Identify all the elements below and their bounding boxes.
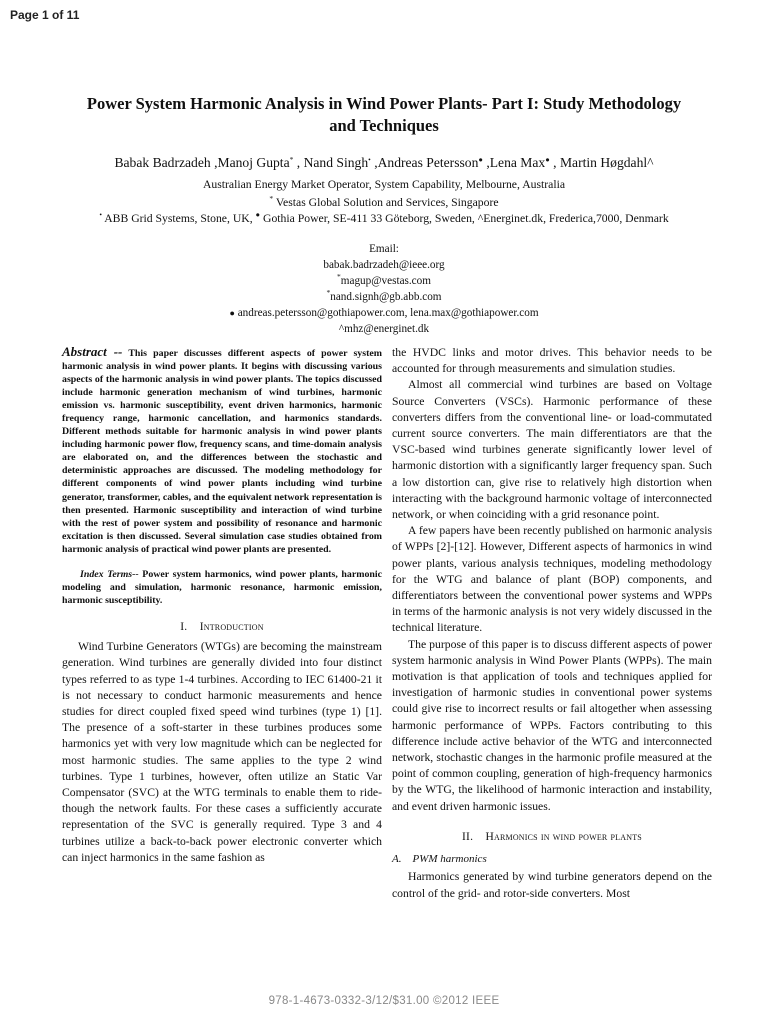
- section-number: I.: [180, 620, 188, 633]
- author-name: Babak Badrzadeh: [114, 155, 215, 170]
- email-text: magup@vestas.com: [340, 275, 431, 287]
- affiliation-mark: *: [289, 155, 294, 164]
- title-line-2: and Techniques: [329, 116, 439, 135]
- author-name: ,Andreas Petersson: [374, 155, 479, 170]
- affiliation-mark: ●: [545, 155, 550, 164]
- affiliation-mark: •: [99, 210, 102, 219]
- subsection-number: A.: [392, 853, 402, 866]
- author-name: , Martin Høgdahl^: [553, 155, 654, 170]
- affiliation-aemo: Australian Energy Market Operator, System Capability, Melbourne, Australia: [202, 178, 566, 191]
- paragraph: Harmonics generated by wind turbine generators depend on the control of the grid- and rotor-side converters. Most: [392, 870, 712, 900]
- section-heading-harmonics: [392, 829, 712, 845]
- index-terms-text: Power system harmonics, wind power plants, harmonic modeling and simulation, harmonic resonance, harmonic emission, harmonic susceptibility.: [62, 568, 383, 606]
- affiliation-mark: *: [337, 272, 341, 281]
- subsection-title: PWM harmonics: [412, 853, 487, 866]
- affiliation-mark: ●: [255, 210, 261, 219]
- index-terms-label: Index Terms--: [80, 568, 139, 580]
- email-address: [100, 305, 668, 321]
- email-label: Email:: [369, 243, 399, 255]
- email-address: [100, 289, 668, 305]
- paragraph: Almost all commercial wind turbines are based on Voltage Source Converters (VSCs). Harmonic performance of these converters differs from the conventional line- or load-commutated current source converters. The main differentiators are that the VSC-based wind turbines generate significantly lower level of harmonic distortion with a significantly larger frequency span. Such a low distortion can, give rise to relatively high distortion when interacting with the background harmonic voltage of interconnected network, or when coinciding with a grid resonance point.: [392, 378, 712, 522]
- email-address: [100, 273, 668, 289]
- right-column: [392, 345, 712, 902]
- affiliation-mark: ●: [478, 155, 483, 164]
- affiliation-text: Vestas Global Solution and Services, Singapore: [273, 196, 499, 209]
- email-block: [100, 241, 668, 337]
- left-column: [62, 345, 382, 866]
- paper-title: [40, 93, 728, 137]
- index-terms: [62, 568, 382, 607]
- paragraph: Wind Turbine Generators (WTGs) are becoming the mainstream generation. Wind turbines are generally divided into four distinct types referred to as type 1-4 turbines. According to IEC 61400-21 it is not necessary to conduct harmonic measurements and hence studies for direct coupled fixed speed wind turbines (type 1) [1]. The presence of a soft-starter in these turbines produces some harmonics yet with very low magnitude which can be neglected for most harmonic studies. The same applies to the type 2 wind turbines. Type 1 turbines, however, often utilize an Static Var Compensator (SVC) at the WTG terminals to enable them to ride-though the network faults. For these cases a sufficiently accurate representation of the SVC is generally required. Type 3 and 4 turbines utilize a back-to-back power electronic converter which can inject harmonics in the same fashion as: [62, 640, 382, 864]
- author-name: ,Manoj Gupta: [214, 155, 290, 170]
- affiliation-mark: *: [269, 194, 274, 203]
- abstract-label: Abstract --: [62, 344, 123, 359]
- abstract-text: This paper discusses different aspects of power system harmonic analysis in wind power plants. It begins with discussing various aspects of the harmonic analysis in wind power plants. The topics discussed include harmonic generation mechanism of wind turbines, harmonic emission vs. harmonic susceptibility, event driven harmonics, harmonic frequency range, harmonic cancellation, and harmonics standards. Different methods suitable for harmonic analysis in wind power plants including harmonic power flow, frequency scans, and time-domain analysis are elaborated on, and the differences between the stochastic and deterministic approaches are discussed. The modeling methodology for different components of wind power plants including wind turbine generator, transformer, cables, and the equivalent network representation is then presented. Harmonic susceptibility and interaction of wind turbine with the rest of power system and possibility of resonance and harmonic excitation is then discussed. Several simulation case studies obtained from harmonic analysis of practical wind power plants are presented.: [62, 348, 382, 555]
- email-address: ^mhz@energinet.dk: [338, 323, 430, 335]
- author-name: ,Lena Max: [486, 155, 546, 170]
- affiliation-mark: *: [326, 288, 331, 297]
- email-address: babak.badrzadeh@ieee.org: [323, 259, 445, 271]
- abstract: [62, 345, 382, 556]
- page-number: Page 1 of 11: [10, 8, 80, 22]
- affiliation-abb-gothia: [20, 211, 748, 226]
- subsection-heading-pwm: [392, 851, 712, 867]
- affiliation-vestas: [20, 195, 748, 210]
- author-name: , Nand Singh: [296, 155, 369, 170]
- title-line-1: Power System Harmonic Analysis in Wind Power Plants- Part I: Study Methodology: [86, 94, 682, 113]
- paragraph: The purpose of this paper is to discuss different aspects of power system harmonic analysis in Wind Power Plants (WPPs). The main motivation is that application of tools and techniques applied for investigation of harmonic studies in conventional power systems could give rise to incorrect results or fail altogether when assessing harmonic performance of WPPs. Factors contributing to this difference include active behavior of the WTG and interconnected network, stochastic changes in the harmonic profile measured at the point of common coupling, generation of high-frequency harmonics by the WTG, the likelihood of harmonic interaction and instability, and event driven harmonic issues.: [392, 637, 712, 813]
- affiliation-mark: •: [368, 155, 371, 164]
- paragraph: the HVDC links and motor drives. This behavior needs to be accounted for through measurements and simulation studies.: [392, 346, 712, 376]
- affiliation-text: ABB Grid Systems, Stone, UK,: [101, 212, 256, 225]
- section-heading-introduction: [62, 619, 382, 635]
- affiliation-mark: ●: [229, 308, 235, 318]
- section-title: Introduction: [199, 620, 264, 633]
- affiliation-text: Gothia Power, SE-411 33 Göteborg, Sweden, ^Energinet.dk, Frederica,7000, Denmark: [260, 212, 669, 225]
- section-title: Harmonics in wind power plants: [485, 830, 642, 843]
- email-text: andreas.petersson@gothiapower.com, lena.max@gothiapower.com: [237, 307, 539, 319]
- copyright-footer: 978-1-4673-0332-3/12/$31.00 ©2012 IEEE: [268, 995, 500, 1007]
- section-number: II.: [462, 830, 474, 843]
- paragraph: A few papers have been recently published on harmonic analysis of WPPs [2]-[12]. However, Different aspects of harmonics in wind power plants, various analysis techniques, modeling methodology for the WTG and balance of plant (BOP) components, and differentiators between the conventional power systems and WPPs in terms of the harmonic analysis is not very widely discussed in the technical literature.: [392, 524, 712, 635]
- email-text: nand.signh@gb.abb.com: [330, 291, 442, 303]
- author-list: [20, 154, 748, 172]
